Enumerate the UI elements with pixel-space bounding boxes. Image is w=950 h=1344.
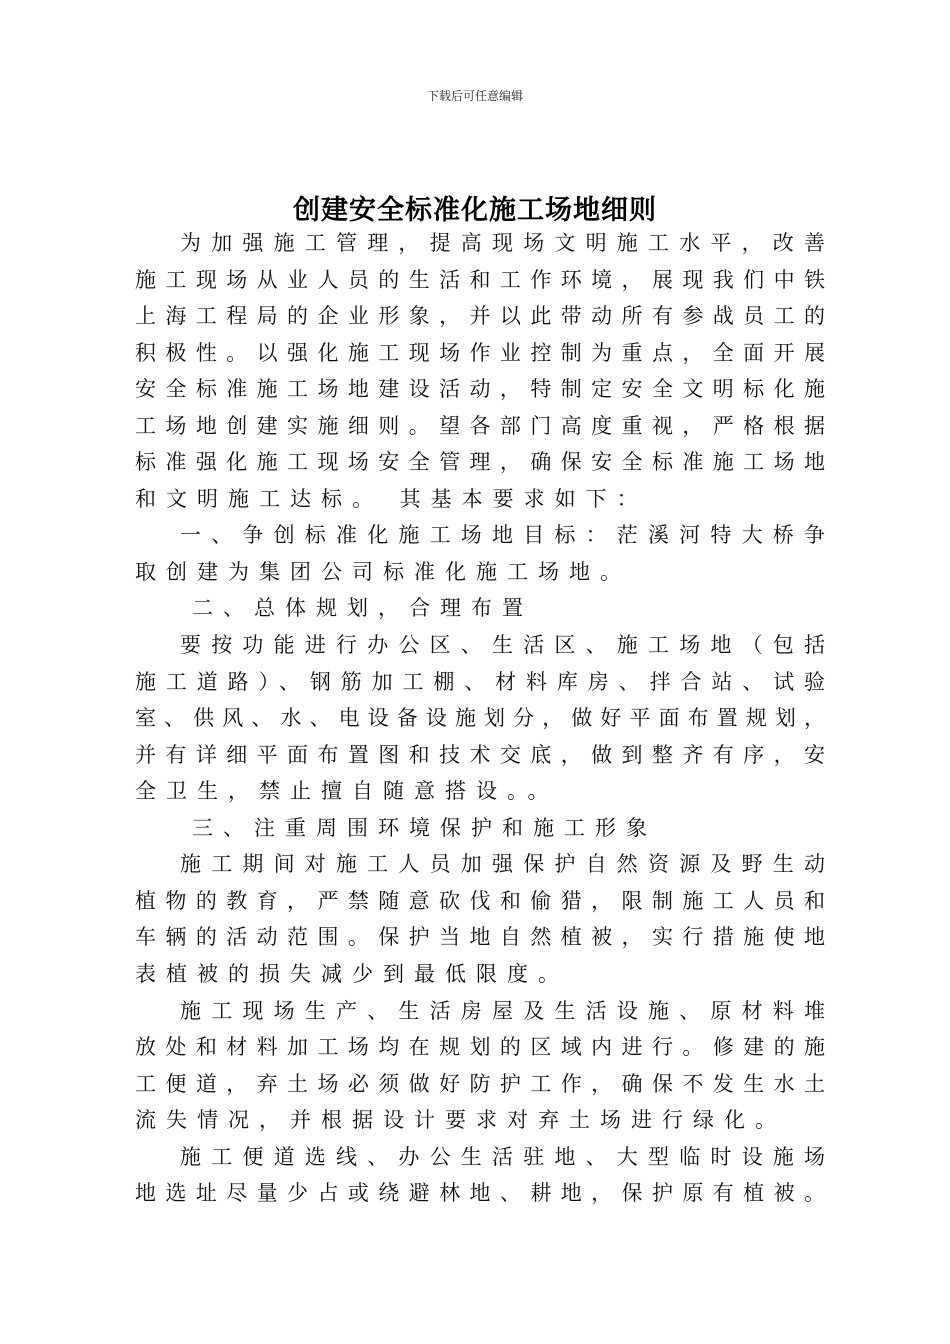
paragraph-line: 施工现场生产、生活房屋及生活设施、原材料堆	[180, 999, 825, 1023]
paragraph-line: 全卫生，禁止擅自随意搭设。。	[135, 779, 559, 803]
paragraph-line: 表植被的损失减少到最低限度。	[135, 962, 569, 986]
section-heading-1: 一、争创标准化施工场地目标：茫溪河特大桥争	[180, 523, 825, 547]
paragraph-line: 施工期间对施工人员加强保护自然资源及野生动	[180, 852, 825, 876]
paragraph-line: 为加强施工管理，提高现场文明施工水平，改善	[180, 231, 825, 255]
paragraph-line: 施工道路）、钢筋加工棚、材料库房、拌合站、试验	[135, 670, 825, 694]
paragraph-line: 施工便道选线、办公生活驻地、大型临时设施场	[180, 1145, 825, 1169]
paragraph-line: 植物的教育，严禁随意砍伐和偷猎，限制施工人员和	[135, 889, 825, 913]
paragraph-line: 标准强化施工现场安全管理，确保安全标准施工场地	[135, 450, 825, 474]
paragraph-line: 工场地创建实施细则。望各部门高度重视，严格根据	[135, 414, 825, 438]
paragraph-line: 车辆的活动范围。保护当地自然植被，实行措施使地	[135, 925, 825, 949]
paragraph-line: 地选址尽量少占或绕避林地、耕地，保护原有植被。	[135, 1181, 825, 1205]
paragraph-line: 要按功能进行办公区、生活区、施工场地（包括	[180, 633, 825, 657]
paragraph-line: 室、供风、水、电设备设施划分，做好平面布置规划，	[135, 706, 825, 730]
paragraph-line: 安全标准施工场地建设活动，特制定安全文明标化施	[135, 377, 825, 401]
paragraph-line: 积极性。以强化施工现场作业控制为重点，全面开展	[135, 341, 825, 365]
paragraph-line: 放处和材料加工场均在规划的区域内进行。修建的施	[135, 1035, 825, 1059]
section-heading-3: 三、注重周围环境保护和施工形象	[192, 816, 657, 840]
section-heading-2: 二、总体规划，合理布置	[192, 596, 533, 620]
paragraph-line: 取创建为集团公司标准化施工场地。	[135, 560, 631, 584]
paragraph-line: 并有详细平面布置图和技术交底，做到整齐有序，安	[135, 743, 825, 767]
header-note: 下载后可任意编辑	[426, 89, 523, 103]
document-title: 创建安全标准化施工场地细则	[293, 195, 657, 226]
paragraph-line: 工便道，弃土场必须做好防护工作，确保不发生水土	[135, 1072, 825, 1096]
paragraph-line: 和文明施工达标。 其基本要求如下：	[135, 487, 648, 511]
paragraph-line: 上海工程局的企业形象，并以此带动所有参战员工的	[135, 304, 825, 328]
paragraph-line: 流失情况，并根据设计要求对弃土场进行绿化。	[135, 1108, 786, 1132]
paragraph-line: 施工现场从业人员的生活和工作环境，展现我们中铁	[135, 268, 825, 292]
